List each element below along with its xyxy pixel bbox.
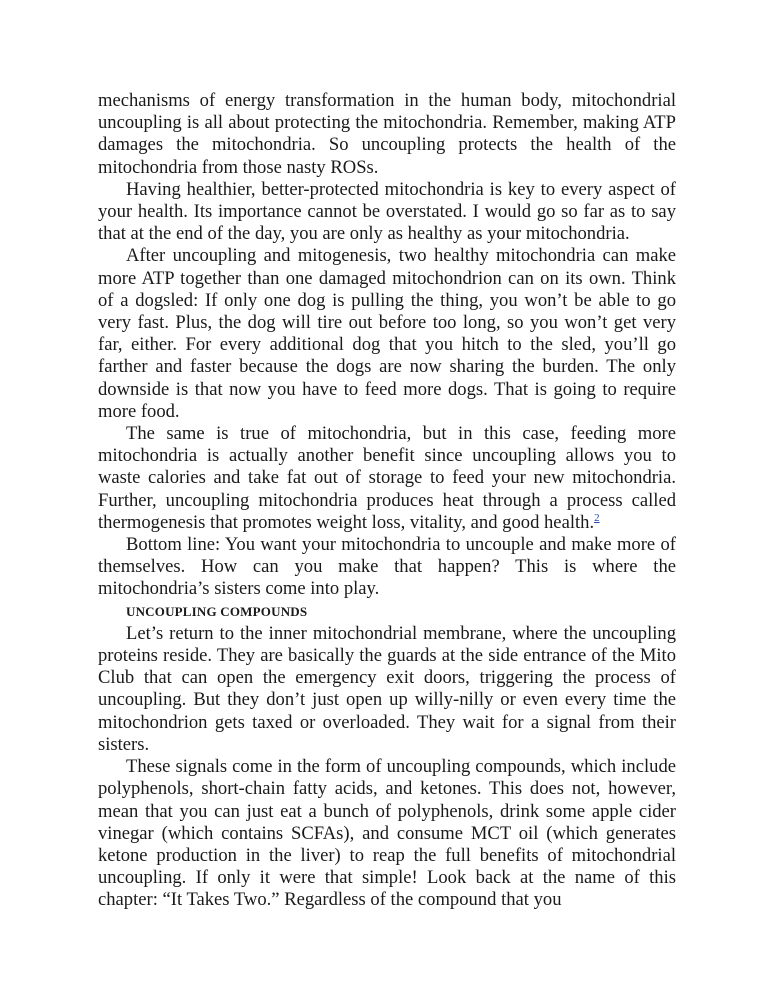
body-text: [98, 90, 676, 912]
paragraph-6: Let’s return to the inner mitochondrial membrane, where the uncoupling proteins reside. They are basically the guards at the side entrance of the Mito Club that can open the emergency exit doors, triggering the process of uncoupling. But they don’t just open up willy-nilly or even every time the mitochondrion gets taxed or overloaded. They wait for a signal from their sisters.: [98, 622, 676, 755]
paragraph-2: Having healthier, better-protected mitochondria is key to every aspect of your health. Its importance cannot be overstated. I would go so far as to say that at the end of the day, you are only as healthy as your mitochondria.: [98, 178, 676, 245]
paragraph-4: [98, 423, 676, 534]
paragraph-7: These signals come in the form of uncoupling compounds, which include polyphenols, short-chain fatty acids, and ketones. This does not, however, mean that you can just eat a bunch of polyphenols, drink some apple cider vinegar (which contains SCFAs), and consume MCT oil (which generates ketone production in the liver) to reap the full benefits of mitochondrial uncoupling. If only it were that simple! Look back at the name of this chapter: “It Takes Two.” Regardless of the compound that you: [98, 756, 676, 911]
paragraph-3: After uncoupling and mitogenesis, two healthy mitochondria can make more ATP together than one damaged mitochondrion can on its own. Think of a dogsled: If only one dog is pulling the thing, you won’t be able to go very fast. Plus, the dog will tire out before too long, so you won’t get very far, either. For every additional dog that you hitch to the sled, you’ll go farther and faster because the dogs are now sharing the burden. The only downside is that now you have to feed more dogs. That is going to require more food.: [98, 245, 676, 422]
paragraph-4-text: The same is true of mitochondria, but in this case, feeding more mitochondria is actually another benefit since uncoupling allows you to waste calories and take fat out of storage to feed your new mitochondria. Further, uncoupling mitochondria produces heat through a process called thermogenesis that promotes weight loss, vitality, and good health.: [98, 423, 676, 533]
footnote-reference-link[interactable]: 2: [594, 511, 600, 524]
paragraph-5: Bottom line: You want your mitochondria to uncouple and make more of themselves. How can you make that happen? This is where the mitochondria’s sisters come into play.: [98, 534, 676, 600]
paragraph-1: mechanisms of energy transformation in the human body, mitochondrial uncoupling is all about protecting the mitochondria. Remember, making ATP damages the mitochondria. So uncoupling protects the health of the mitochondria from those nasty ROSs.: [98, 90, 676, 178]
section-heading: UNCOUPLING COMPOUNDS: [126, 603, 308, 619]
